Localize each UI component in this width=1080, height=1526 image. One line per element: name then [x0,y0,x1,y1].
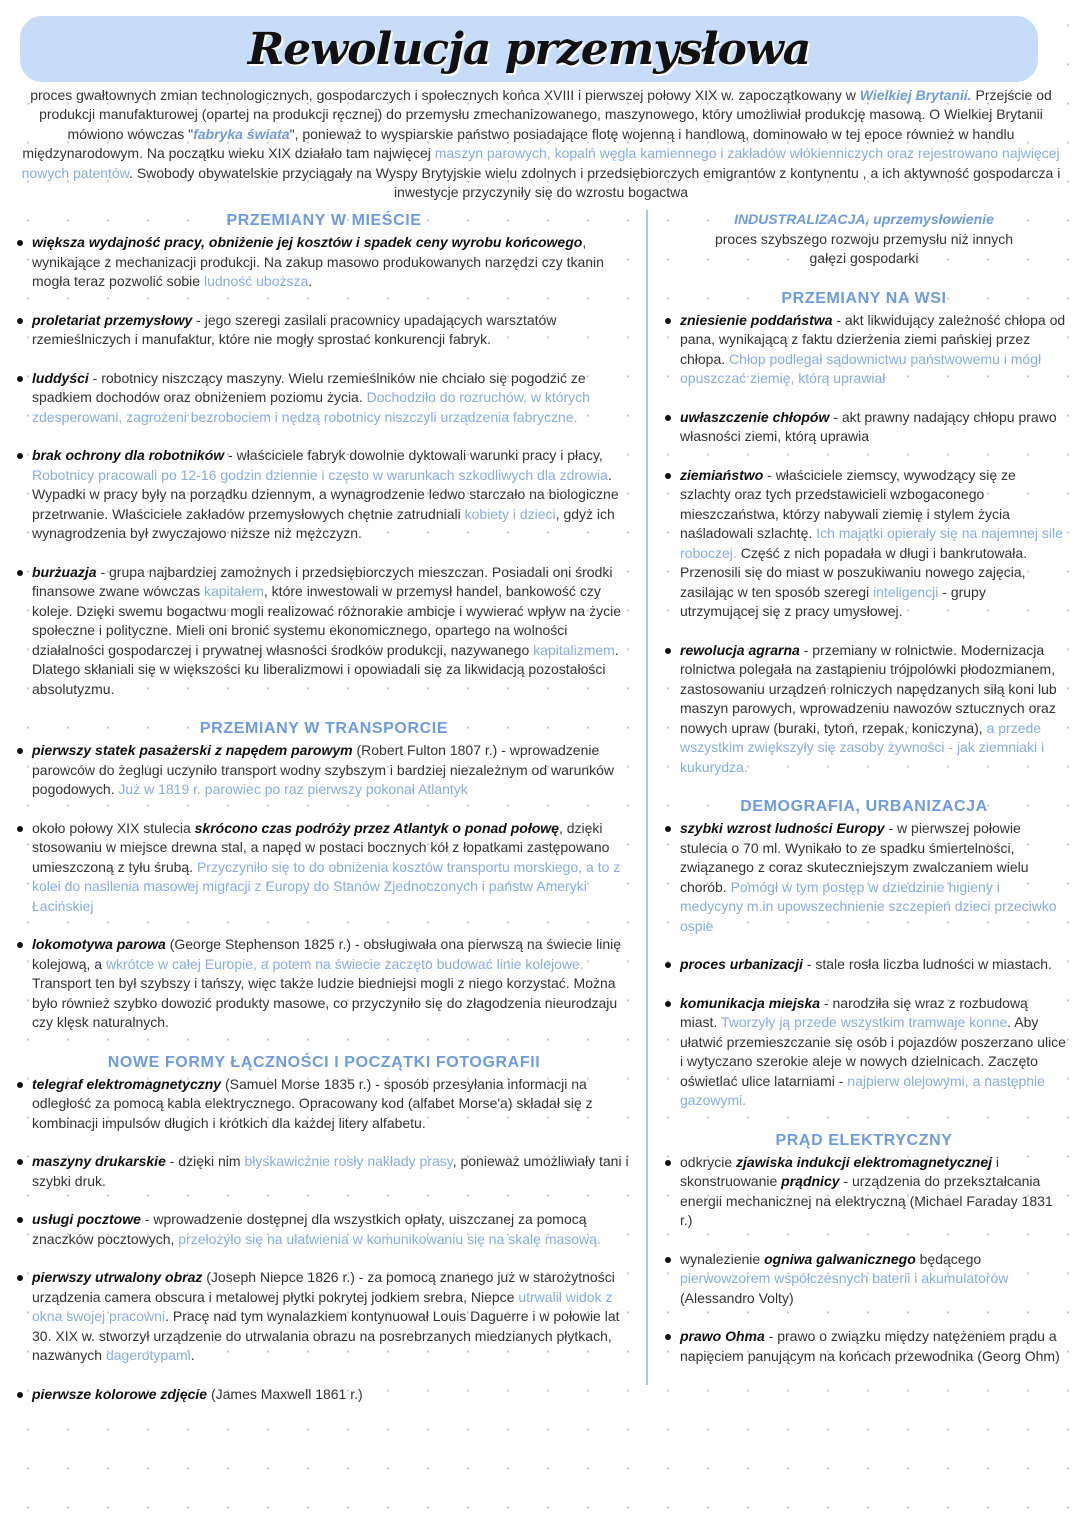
text-segment: (George Stephenson 1825 r.) - obsługiwała ona pierwszą na świecie linię kolejową, a [32,936,622,972]
key-term: pierwsze kolorowe zdjęcie [32,1385,208,1402]
bullet-item [14,1152,634,1191]
highlighted-text: Ich majątki opierały się na najemnej sile roboczej. [680,525,1063,561]
highlighted-text: pierwowzorem współczesnych baterii i akumulatorów [680,1270,1009,1287]
key-term: ogniwa galwanicznego [764,1250,916,1267]
highlighted-text: wkrótce w całej Europie, a potem na świecie zaczęto budować linie kolejowe. [105,955,584,972]
key-term: pierwszy utrwalony obraz [32,1269,203,1286]
key-term: uwłaszczenie chłopów [680,408,830,425]
text-segment: - robotnicy niszczący maszyny. Wielu rzemieślników nie chciało się pogodzić ze spadkiem dochodów oraz obniżeniem poziomu życia. [32,369,586,406]
section-heading: DEMOGRAFIA, URBANIZACJA [740,798,988,816]
bullet-item [662,819,1066,936]
columns [14,210,1068,1423]
bullet-item [14,741,634,800]
text-segment: - stale rosła liczba ludności w miastach. [802,956,1052,973]
key-term: proletariat przemysłowy [32,311,193,328]
text-segment: , ponieważ umożliwiały tani i szybki druk. [32,1153,629,1189]
text-segment: - akt likwidujący zależność chłopa od pana, wynikającą z faktu dzierżenia ziemi pańskiej przez chłopa. [680,311,1066,367]
key-term: prawo Ohma [680,1328,765,1345]
key-term: rewolucja agrarna [680,641,800,658]
key-term: luddyści [32,369,89,386]
highlighted-text: błyskawicznie rosły nakłady prasy [244,1153,453,1170]
key-term: skrócono czas podróży przez Atlantyk o ponad połowę [194,819,559,836]
text-segment: (Robert Fulton 1807 r.) - wprowadzenie parowców do żeglugi uczyniło transport wodny szybszym i bardziej niezależnym od warunków pogodowych. [32,742,615,798]
highlighted-text: Robotnicy pracowali po 12-16 godzin dziennie i często w warunkach szkodliwych dla zdrowia [32,466,608,483]
text-segment: . [190,1347,195,1364]
text-segment: . [308,273,313,290]
section-heading: PRĄD ELEKTRYCZNY [775,1131,953,1149]
highlighted-text: Przyczyniło się to do obniżenia kosztów transportu morskiego, a to z kolei do nasilenia masowej migracji z Europy do Stanów Zjednoczonych i państw Ameryki Łacińskiej [32,858,621,914]
text-segment: (Samuel Morse 1835 r.) - sposób przesyłania informacji na odległość za pomocą kabla elektrycznego. Opracowany kod (alfabet Morse'a) składał się z kombinacji impulsów długich i krótkich dla każdej litery alfabetu. [32,1075,593,1131]
bullet-item [14,563,634,700]
intro-paragraph [14,86,1068,202]
bullet-item [662,955,1066,975]
key-term: Wielkiej Brytanii. [859,87,972,103]
text-segment: (Alessandro Volty) [680,1289,794,1306]
text-segment: , wynikające z mechanizacji produkcji. Na zakup masowo produkowanych narzędzi czy tkanin mogła teraz pozwolić sobie [32,234,604,290]
bullet-item [662,994,1066,1111]
highlighted-text: Już w 1819 r. parowiec po raz pierwszy pokonał Atlantyk [118,781,468,798]
bullet-item [662,466,1066,622]
text-segment: (Joseph Niepce 1826 r.) - za pomocą znanego już w starożytności urządzenia camera obscura i metalowej płytki pokrytej jodkiem srebra, Niepce [32,1269,615,1305]
text-segment: . Swobody obywatelskie przyciągały na Wyspy Brytyjskie wielu zdolnych i przedsiębiorczych emigrantów z kontynentu , a ich aktywność gospodarcza i inwestycje przyczyniły się do wzrostu bogactwa [129,164,1061,201]
text-segment: . Pracę nad tym wynalazkiem kontynuował Louis Daguerre i w połowie lat 30. XIX w. stworzył urządzenie do utrwalania obrazu na posrebrzanych miedzianych płytkach, nazwanych [32,1308,620,1364]
bullet-item [14,233,634,292]
definition-block [662,210,1066,269]
key-term: zjawiska indukcji elektromagnetycznej [736,1153,993,1170]
bullet-item [662,1153,1066,1231]
key-term: większa wydajność pracy, obniżenie jej kosztów i spadek ceny wyrobu końcowego [32,234,583,251]
highlighted-text: dagerotypami [105,1347,191,1364]
highlighted-text: utrwalił widok z okna swojej pracowni [32,1288,613,1325]
text-segment: - narodziła się wraz z rozbudową miast. [680,994,1028,1031]
text-segment: - przemiany w rolnictwie. Modernizacja rolnictwa polegała na zastąpieniu trójpolówki płodozmianem, zastosowaniu urządzeń rolniczych napędzanych siłą koni lub maszyn parowych, wprowadzeniu nawozów sztucznych oraz nowych upraw (buraki, tytoń, rzepak, koniczyna), [680,641,1057,736]
bullet-item [14,1075,634,1134]
text-segment: - akt prawny nadający chłopu prawo własności ziemi, którą uprawia [680,408,1057,445]
key-term: pierwszy statek pasażerski z napędem parowym [32,742,353,759]
text-segment: - grupa najbardziej zamożnych i przedsiębiorczych mieszczan. Posiadali oni środki finansowe zwane wówczas [32,563,613,600]
text-segment: - w pierwszej połowie stulecia o 70 ml. Wynikało to ze spadku śmiertelności, związanego z coraz skuteczniejszym zwalczaniem wielu chorób. [680,820,1029,895]
text-segment: - prawo o związku między natężeniem prądu a napięciem panującym na końcach przewodnika (Georg Ohm) [680,1328,1060,1364]
bullet-item [14,1210,634,1249]
section-heading: NOWE FORMY ŁĄCZNOŚCI I POCZĄTKI FOTOGRAFII [107,1053,541,1071]
key-term: usługi pocztowe [32,1211,141,1228]
key-term: proces urbanizacji [680,956,803,973]
highlighted-text: Pomógł w tym postęp w dziedzinie higieny i medycyny m.in upowszechnienie szczepień dzieci przeciwko ospie [680,878,1057,934]
highlighted-text: inteligencji [873,583,939,600]
bullet-item [662,641,1066,778]
text-segment: (James Maxwell 1861 r.) [207,1385,363,1402]
section-heading: PRZEMIANY NA WSI [781,289,947,307]
text-segment: - wprowadzenie dostępnej dla wszystkich opłaty, uiszczanej za pomocą znaczków pocztowych, [32,1211,587,1247]
highlighted-text: Dochodziło do rozruchów, w których zdesperowani, zagrożeni bezrobociem i nędzą robotnicy niszczyli urządzenia fabryczne. [32,389,590,425]
key-term: telegraf elektromagnetyczny [32,1075,222,1092]
key-term: fabryka świata [193,125,290,142]
key-term: maszyny drukarskie [32,1153,166,1170]
text-segment: - właściciele ziemscy, wywodzący się ze szlachty oraz tych przedstawicieli wzbogaconego mieszczaństwa, którzy nabywali ziemię i stylem życia naśladowali szlachtę. [680,466,1016,542]
text-segment: - grupy utrzymującej się z pracy umysłowej. [680,583,986,620]
text-segment: . Wypadki w pracy były na porządku dziennym, a wynagrodzenie ledwo starczało na biologiczne przetrwanie. Właściciele zakładów przemysłowych chętnie zatrudniali [32,466,619,522]
key-term: brak ochrony dla robotników [32,447,225,464]
text-segment: proces gwałtownych zmian technologicznych, gospodarczych i społecznych końca XVIII i pierwszej połowy XIX w. zapoczątkowany w [30,87,860,103]
section-heading: PRZEMIANY W TRANSPORCIE [199,720,449,738]
text-segment: , dzięki stosowaniu w miejsce drewna stal, a napęd w postaci bocznych kół z łopatkami zastępowano umieszczoną z tyłu śrubą. [32,819,610,875]
bullet-item [662,408,1066,447]
text-segment: Transport ten był szybszy i tańszy, więc także ludzie biedniejsi mogli z niego korzystać. Można było również szybko dowozić produkty masowe, co przyczyniło się do złagodzenia nieurodzaju czy klęsk naturalnych. [32,975,618,1031]
highlighted-text: przełożyło się na ułatwienia w komunikowaniu się na skalę masową. [178,1230,601,1247]
highlighted-text: maszyn parowych, kopalń węgla kamiennego i zakładów włókienniczych oraz rejestrowano najwięcej nowych patentów [21,145,1060,181]
key-term: burżuazja [32,563,97,580]
key-term: szybki wzrost ludności Europy [680,820,885,837]
definition-title: INDUSTRALIZACJA, uprzemysłowienie [734,211,994,228]
right-column [646,210,1066,1385]
definition-text: proces szybszego rozwoju przemysłu niż innych gałęzi gospodarki [714,230,1013,267]
text-segment: będącego [915,1250,982,1267]
page-title: Rewolucja przemysłowa [247,23,811,75]
text-segment: - właściciele fabryk dowolnie dyktowali warunki pracy i płacy, [224,447,603,464]
key-term: ziemiaństwo [680,466,764,483]
highlighted-text: kapitalizmem [533,641,615,658]
bullet-item [14,1385,634,1405]
text-segment: odkrycie [680,1153,737,1170]
highlighted-text: kobiety i dzieci [464,505,556,522]
bullet-item [662,1327,1066,1366]
text-segment: - jego szeregi zasilali pracownicy upadających warsztatów rzemieślniczych i manufaktur, które nie mogły sprostać konkurencji fabryk. [32,311,557,348]
highlighted-text: a przede wszystkim zwiększyły się zasoby żywności - jak ziemniaki i kukurydza. [680,719,1045,775]
section-heading: PRZEMIANY W MIEŚCIE [226,212,422,230]
text-segment: . Aby ułatwić przemieszczanie się osób i pojazdów poszerzano ulice i wytyczano szerokie aleje w nowych dzielnicach. Zaczęto oświetlać ulice latarniami - [680,1014,1066,1089]
text-segment: i skonstruowanie [680,1153,1000,1190]
title-banner [20,16,1038,82]
bullet-item [662,1250,1066,1309]
key-term: prądnicy [781,1173,840,1190]
key-term: lokomotywa parowa [32,936,166,953]
text-segment: około połowy XIX stulecia [32,819,195,836]
highlighted-text: Chłop podlegał sądownictwu państwowemu i mógł opuszczać ziemię, którą uprawiał [680,350,1042,387]
text-segment: , które inwestowali w przemysł handel, bankowość czy koleje. Dzięki swemu bogactwu mogli realizować różnorakie ambicje i wywierać wpływ na życie społeczne i polityczne. Mieli oni bronić systemu ekonomicznego, opartego na wolności działalności gospodarczej i prywatnej własności środków produkcji, nazywanego [32,583,621,658]
highlighted-text: Tworzyły ją przede wszystkim tramwaje konne [720,1014,1008,1031]
highlighted-text: najpierw olejowymi, a następnie gazowymi. [680,1072,1045,1109]
bullet-item [14,935,634,1033]
text-segment: wynalezienie [680,1250,765,1267]
bullet-item [14,819,634,917]
highlighted-text: kapitałem [203,583,264,600]
bullet-item [14,369,634,428]
bullet-item [662,311,1066,389]
bullet-item [14,446,634,544]
text-segment: Przejście od produkcji manufakturowej (opartej na produkcji ręcznej) do przemysłu zmechanizowanego, maszynowego, który umożliwiał produkcję masową. O Wielkiej Brytanii mówiono wówczas " [39,87,1052,142]
bullet-item [14,1268,634,1366]
text-segment: ", ponieważ to wyspiarskie państwo posiadające flotę wojenną i handlową, dominowało w tej epoce również w handlu międzynarodowym. Na początku wieku XIX działało tam najwięcej [22,125,1015,162]
text-segment: - urządzenia do przekształcania energii mechanicznej na elektryczną (Michael Faraday 1831 r.) [680,1173,1053,1229]
key-term: zniesienie poddaństwa [680,311,833,328]
text-segment: Część z nich popadała w długi i bankrutowała. Przenosili się do miast w poszukiwaniu nowego zajęcia, zasilając w ten sposób szeregi [680,544,1028,600]
highlighted-text: ludność uboższa [203,273,309,290]
bullet-item [14,311,634,350]
text-segment: . Dlatego skłaniali się w większości ku liberalizmowi i opowiadali się za likwidacją pozostałości absolutyzmu. [32,641,619,697]
text-segment: - dzięki nim [165,1153,245,1170]
left-column [14,210,646,1423]
text-segment: , gdyż ich wynagrodzenia był zwyczajowo niższe niż mężczyzn. [32,505,615,542]
key-term: komunikacja miejska [680,994,821,1011]
